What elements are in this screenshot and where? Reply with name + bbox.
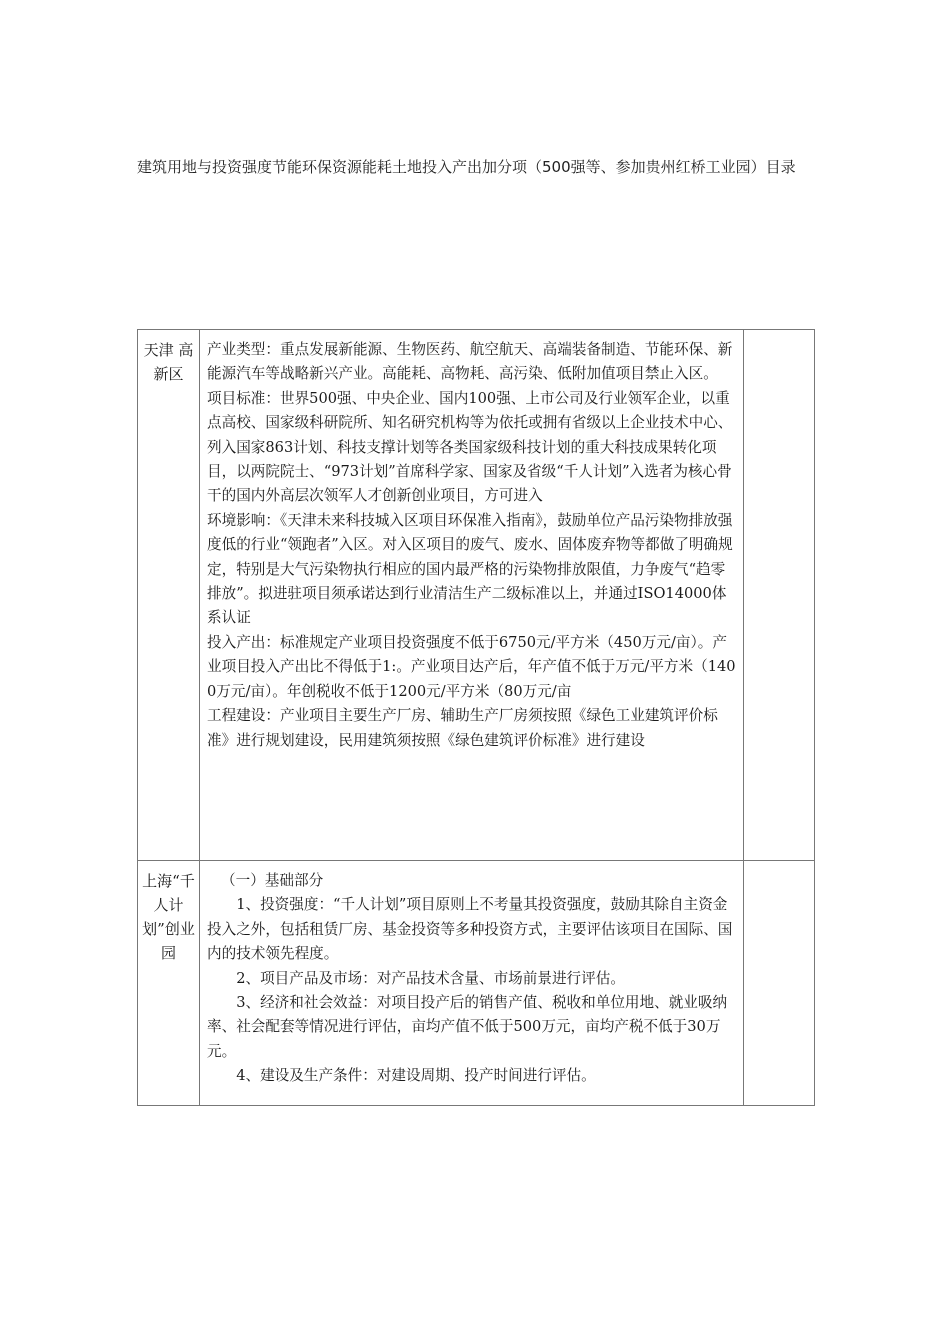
table-row (138, 330, 815, 861)
product-market-text: 2、项目产品及市场：对产品技术含量、市场前景进行评估。 (236, 969, 625, 987)
content-cell (200, 861, 744, 1106)
region-name: 天津 高新区 (143, 341, 194, 383)
note-cell (744, 861, 815, 1106)
section-heading: （一）基础部分 (221, 872, 324, 889)
note-cell (744, 330, 815, 861)
industry-type-text: 产业类型：重点发展新能源、生物医药、航空航天、高端装备制造、节能环保、新能源汽车等战略新兴产业。高能耗、高物耗、高污染、低附加值项目禁止入区。 (207, 341, 733, 383)
document-title: 建筑用地与投资强度节能环保资源能耗土地投入产出加分项（500强等、参加贵州红桥工业园）目录 (137, 158, 796, 176)
construction-text: 工程建设：产业项目主要生产厂房、辅助生产厂房须按照《绿色工业建筑评价标准》进行规划建设，民用建筑须按照《绿色建筑评价标准》进行建设 (207, 707, 718, 749)
environment-impact-text: 环境影响：《天津未来科技城入区项目环保准入指南》，鼓励单位产品污染物排放强度低的行业“领跑者”入区。对入区项目的废气、废水、固体废弃物等都做了明确规定，特别是大气污染物执行相应的国内最严格的污染物排放限值，力争废气“趋零排放”。拟进驻项目须承诺达到行业清洁生产二级标准以上，并通过ISO14000体系认证 (207, 511, 733, 627)
region-cell (138, 861, 200, 1106)
table-row (138, 861, 815, 1106)
region-cell (138, 330, 200, 861)
economic-benefit-text: 3、经济和社会效益：对项目投产后的销售产值、税收和单位用地、就业吸纳率、社会配套等情况进行评估，亩均产值不低于500万元，亩均产税不低于30万元。 (207, 994, 728, 1060)
input-output-text: 投入产出：标准规定产业项目投资强度不低于6750元/平方米（450万元/亩）。产业项目投入产出比不得低于1:。产业项目达产后，年产值不低于万元/平方米（1400万元/亩）。年创税收不低于1200元/平方米（80万元/亩 (207, 633, 736, 700)
investment-intensity-text: 1、投资强度：“千人计划”项目原则上不考量其投资强度，鼓励其除自主资金投入之外，包括租赁厂房、基金投资等多种投资方式，主要评估该项目在国际、国内的技术领先程度。 (207, 896, 733, 963)
region-name: 上海“千人计划”创业园 (142, 872, 195, 962)
construction-condition-text: 4、建设及生产条件：对建设周期、投产时间进行评估。 (236, 1067, 596, 1085)
standards-table (137, 329, 815, 1106)
content-cell (200, 330, 744, 861)
project-standard-text: 项目标准：世界500强、中央企业、国内100强、上市公司及行业领军企业，以重点高校、国家级科研院所、知名研究机构等为依托或拥有省级以上企业技术中心、列入国家863计划、科技支撑计划等各类国家级科技计划的重大科技成果转化项目，以两院院士、“973计划”首席科学家、国家及省级“千人计划”入选者为核心骨干的国内外高层次领军人才创新创业项目，方可进入 (207, 389, 733, 505)
